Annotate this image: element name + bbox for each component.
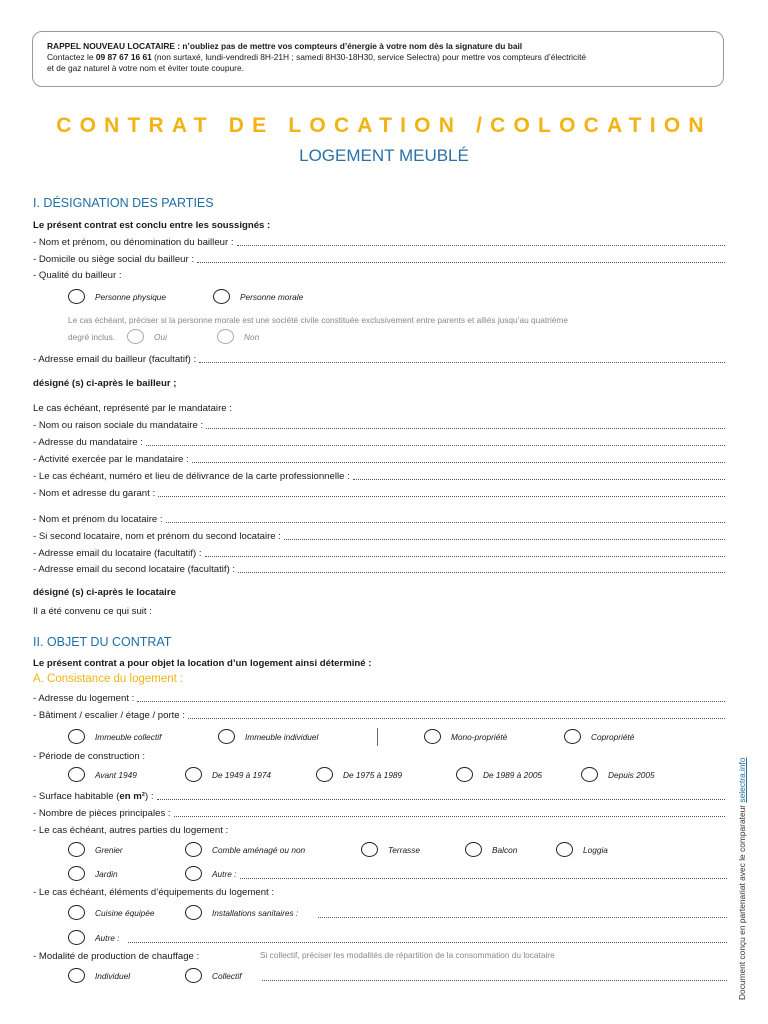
- option-personne-morale[interactable]: Personne morale: [213, 289, 303, 304]
- field-construction-period-label: - Période de construction :: [33, 751, 145, 762]
- field-equipment-label: - Le cas échéant, éléments d’équipements du logement :: [33, 887, 275, 898]
- radio-circle-icon: [68, 767, 85, 782]
- section-1-intro: Le présent contrat est conclu entre les soussignés :: [33, 220, 271, 231]
- option-mono-propriete[interactable]: Mono-propriété: [424, 729, 507, 744]
- field-heating-label: - Modalité de production de chauffage :: [33, 951, 200, 962]
- option-copropriete[interactable]: Copropriété: [564, 729, 634, 744]
- field-agent-activity[interactable]: - Activité exercée par le mandataire :: [33, 453, 725, 466]
- option-1989-2005[interactable]: De 1989 à 2005: [456, 767, 542, 782]
- sanitaires-line[interactable]: [318, 917, 727, 918]
- option-personne-physique[interactable]: Personne physique: [68, 289, 166, 304]
- radio-circle-icon: [465, 842, 482, 857]
- contract-subtitle: LOGEMENT MEUBLÉ: [299, 146, 469, 165]
- option-avant-1949[interactable]: Avant 1949: [68, 767, 137, 782]
- new-tenant-reminder: [32, 31, 724, 87]
- option-jardin[interactable]: Jardin: [68, 866, 118, 881]
- radio-circle-icon: [185, 905, 202, 920]
- designated-landlord: désigné (s) ci-après le bailleur ;: [33, 378, 177, 389]
- field-room-count[interactable]: - Nombre de pièces principales :: [33, 807, 725, 820]
- option-autre-parties[interactable]: Autre :: [185, 866, 236, 881]
- field-agent-name[interactable]: - Nom ou raison sociale du mandataire :: [33, 419, 725, 432]
- option-cuisine-equipee[interactable]: Cuisine équipée: [68, 905, 155, 920]
- option-comble[interactable]: Comble aménagé ou non: [185, 842, 305, 857]
- field-agent-address[interactable]: - Adresse du mandataire :: [33, 436, 725, 449]
- option-autre-equipements[interactable]: Autre :: [68, 930, 119, 945]
- option-depuis-2005[interactable]: Depuis 2005: [581, 767, 655, 782]
- radio-circle-icon: [185, 866, 202, 881]
- option-loggia[interactable]: Loggia: [556, 842, 608, 857]
- field-tenant-name[interactable]: - Nom et prénom du locataire :: [33, 513, 725, 526]
- option-individuel[interactable]: Individuel: [68, 968, 130, 983]
- option-immeuble-individuel[interactable]: Immeuble individuel: [218, 729, 318, 744]
- field-landlord-name[interactable]: - Nom et prénom, ou dénomination du bailleur :: [33, 236, 725, 249]
- legal-entity-note: Le cas échéant, préciser si la personne morale est une société civile constituée exclusivement entre parents et alliés jusqu’au quatrième degré inclus.: [68, 315, 568, 342]
- radio-circle-icon: [217, 329, 234, 344]
- option-oui[interactable]: Oui: [127, 329, 167, 344]
- section-1-heading: I. DÉSIGNATION DES PARTIES: [33, 196, 214, 210]
- field-surface[interactable]: - Surface habitable (en m²) :: [33, 790, 725, 803]
- radio-circle-icon: [68, 842, 85, 857]
- radio-circle-icon: [213, 289, 230, 304]
- option-balcon[interactable]: Balcon: [465, 842, 517, 857]
- reminder-heading: RAPPEL NOUVEAU LOCATAIRE : n’oubliez pas de mettre vos compteurs d’énergie à votre nom dès la signature du bail: [47, 41, 523, 51]
- subsection-a-heading: A. Consistance du logement :: [33, 673, 184, 685]
- radio-circle-icon: [218, 729, 235, 744]
- field-guarantor[interactable]: - Nom et adresse du garant :: [33, 487, 725, 500]
- radio-circle-icon: [68, 930, 85, 945]
- radio-circle-icon: [127, 329, 144, 344]
- agreed-text: Il a été convenu ce qui suit :: [33, 606, 152, 617]
- radio-circle-icon: [185, 767, 202, 782]
- field-property-address[interactable]: - Adresse du logement :: [33, 692, 725, 705]
- radio-circle-icon: [68, 729, 85, 744]
- reminder-line-2: Contactez le 09 87 67 16 61 (non surtaxé, lundi-vendredi 8H-21H ; samedi 8H30-18H30, service Selectra) pour mettre vos compteurs d’électricité: [47, 52, 587, 62]
- option-installations-sanitaires[interactable]: Installations sanitaires :: [185, 905, 298, 920]
- radio-circle-icon: [424, 729, 441, 744]
- field-second-tenant-email[interactable]: - Adresse email du second locataire (facultatif) :: [33, 563, 725, 576]
- option-non[interactable]: Non: [217, 329, 259, 344]
- heating-note: Si collectif, préciser les modalités de répartition de la consommation du locataire: [260, 950, 555, 960]
- option-divider: [377, 728, 378, 746]
- heating-details-line[interactable]: [262, 980, 727, 981]
- radio-circle-icon: [361, 842, 378, 857]
- radio-circle-icon: [564, 729, 581, 744]
- radio-circle-icon: [68, 905, 85, 920]
- autre-equipements-line[interactable]: [128, 942, 727, 943]
- field-landlord-address[interactable]: - Domicile ou siège social du bailleur :: [33, 253, 725, 266]
- field-second-tenant[interactable]: - Si second locataire, nom et prénom du second locataire :: [33, 530, 725, 543]
- radio-circle-icon: [185, 842, 202, 857]
- section-2-intro: Le présent contrat a pour objet la location d’un logement ainsi déterminé :: [33, 658, 372, 669]
- designated-tenant: désigné (s) ci-après le locataire: [33, 587, 176, 598]
- option-1975-1989[interactable]: De 1975 à 1989: [316, 767, 402, 782]
- option-collectif[interactable]: Collectif: [185, 968, 242, 983]
- radio-circle-icon: [68, 289, 85, 304]
- option-grenier[interactable]: Grenier: [68, 842, 123, 857]
- option-1949-1974[interactable]: De 1949 à 1974: [185, 767, 271, 782]
- radio-circle-icon: [68, 968, 85, 983]
- radio-circle-icon: [581, 767, 598, 782]
- contract-title: CONTRAT DE LOCATION /COLOCATION: [56, 114, 712, 137]
- radio-circle-icon: [456, 767, 473, 782]
- radio-circle-icon: [68, 866, 85, 881]
- radio-circle-icon: [316, 767, 333, 782]
- field-professional-card[interactable]: - Le cas échéant, numéro et lieu de délivrance de la carte professionnelle :: [33, 470, 725, 483]
- agent-intro: Le cas échéant, représenté par le mandataire :: [33, 403, 232, 414]
- field-building[interactable]: - Bâtiment / escalier / étage / porte :: [33, 709, 725, 722]
- section-2-heading: II. OBJET DU CONTRAT: [33, 635, 172, 649]
- field-landlord-email[interactable]: - Adresse email du bailleur (facultatif) :: [33, 353, 725, 366]
- option-immeuble-collectif[interactable]: Immeuble collectif: [68, 729, 161, 744]
- option-terrasse[interactable]: Terrasse: [361, 842, 420, 857]
- reminder-line-3: et de gaz naturel à votre nom et éviter toute coupure.: [47, 63, 244, 73]
- field-other-parts-label: - Le cas échéant, autres parties du logement :: [33, 825, 229, 836]
- reminder-phone: 09 87 67 16 61: [95, 52, 152, 62]
- selectra-link[interactable]: selectra.info: [737, 757, 747, 803]
- autre-parties-line[interactable]: [240, 878, 727, 879]
- radio-circle-icon: [556, 842, 573, 857]
- partner-sidebar: Document conçu en partenariat avec le comparateur selectra.info: [737, 757, 747, 1000]
- field-tenant-email[interactable]: - Adresse email du locataire (facultatif) :: [33, 547, 725, 560]
- radio-circle-icon: [185, 968, 202, 983]
- field-landlord-quality-label: - Qualité du bailleur :: [33, 270, 122, 281]
